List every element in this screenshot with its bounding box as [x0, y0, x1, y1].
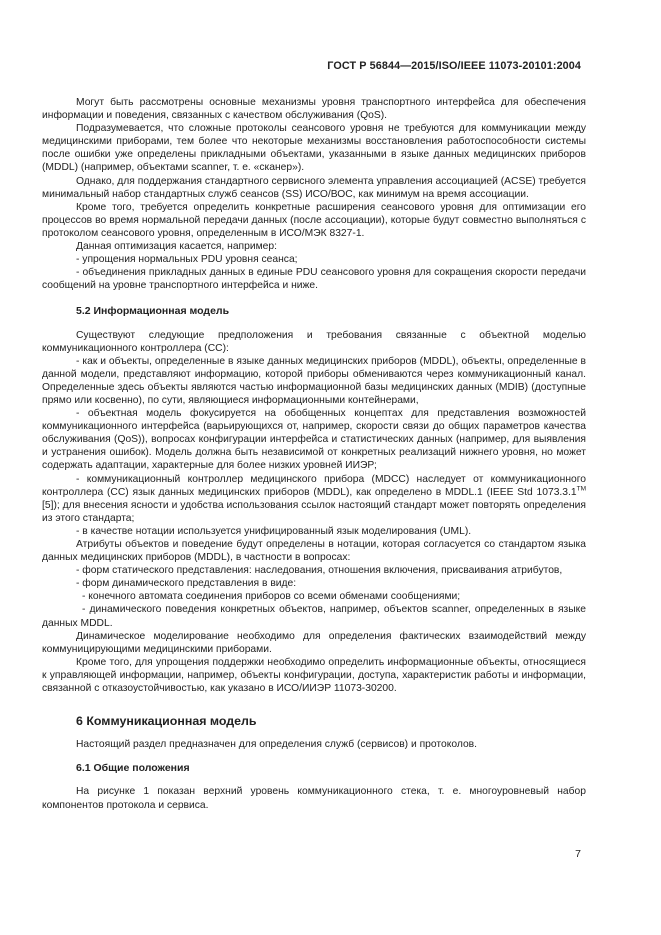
page-number: 7 — [575, 848, 581, 860]
list-item: - объектная модель фокусируется на обобщенных концептах для представления возможностей коммуникационного интерфейса (варьирующихся от, например, скорости связи до общих параметров качества обслуживания (QoS)), вопросах конфигурации интерфейса и статистических данных (например, для выявления и устранения ошибок). Модель должна быть независимой от конкретных реализаций нижнего уровня, но может содержать адаптации, характерные для более низких уровней ИИЭР; — [42, 408, 586, 472]
list-subitem: - конечного автомата соединения приборов со всеми обменами сообщениями; — [82, 591, 461, 603]
list-item: - форм динамического представления в виде: — [76, 578, 297, 590]
paragraph: Могут быть рассмотрены основные механизмы уровня транспортного интерфейса для обеспечения информации и поведения, связанных с качеством обслуживания (QoS). — [42, 97, 586, 122]
paragraph: Настоящий раздел предназначен для определения служб (сервисов) и протоколов. — [76, 739, 478, 751]
list-subitem: - динамического поведения конкретных объектов, например, объектов scanner, определенных в языке данных MDDL. — [42, 604, 586, 629]
list-item: - форм статического представления: наследования, отношения включения, присваивания атрибутов, — [76, 565, 563, 577]
section-heading-5-2: 5.2 Информационная модель — [76, 305, 230, 318]
page-body — [42, 96, 586, 812]
section-heading-6-1: 6.1 Общие положения — [76, 762, 190, 775]
text-fragment: [5]); для внесения ясности и удобства использования ссылок настоящий стандарт может повторять определения из этого стандарта; — [42, 499, 586, 524]
list-item: - упрощения нормальных PDU уровня сеанса; — [76, 254, 298, 266]
paragraph: Существуют следующие предположения и требования связанные с объектной моделью коммуникационного контроллера (CC): — [42, 329, 586, 354]
paragraph: На рисунке 1 показан верхний уровень коммуникационного стека, т. е. многоуровневый набор компонентов протокола и сервиса. — [42, 786, 586, 811]
paragraph: Данная оптимизация касается, например: — [76, 241, 277, 253]
section-heading-6: 6 Коммуникационная модель — [76, 714, 257, 729]
paragraph: Кроме того, для упрощения поддержки необходимо определить информационные объекты, относящиеся к управляющей информации, например, объекты конфигурации, доступа, характеристик работы и информации, связанной с отказоустойчивостью, как указано в ИСО/ИИЭР 11073-30200. — [42, 656, 586, 695]
paragraph: Атрибуты объектов и поведение будут определены в нотации, которая согласуется со стандартом языка данных медицинских приборов (MDDL), в частности в вопросах: — [42, 539, 586, 564]
text-fragment: - коммуникационный контроллер медицинского прибора (MDCC) наследует от коммуникационного контроллера (CC) язык данных медицинских приборов (MDDL), как определено в MDDL.1 (IEEE Std 1073.3.1 — [42, 473, 586, 498]
list-item: - объединения прикладных данных в единые PDU сеансового уровня для сокращения скорости передачи сообщений на уровне транспортного интерфейса и ниже. — [42, 267, 586, 292]
paragraph: Подразумевается, что сложные протоколы сеансового уровня не требуются для коммуникации между медицинскими приборами, тем более что некоторые механизмы восстановления работоспособности системы после ошибки уже определены прикладными объектами, указанными в языке данных медицинских приборов (MDDL) (например, объектами scanner, т. е. «сканер»). — [42, 123, 586, 174]
paragraph: Кроме того, требуется определить конкретные расширения сеансового уровня для оптимизации его процессов во время нормальной передачи данных (после ассоциации), которые будут совместно выполняться с протоколом сеансового уровня, определенным в ИСО/МЭК 8327-1. — [42, 201, 586, 239]
trademark-superscript: TM — [576, 485, 586, 493]
document-header: ГОСТ Р 56844—2015/ISO/IEEE 11073-20101:2004 — [327, 60, 581, 72]
list-item: - как и объекты, определенные в языке данных медицинских приборов (MDDL), объекты, определенные в данной модели, представляют информацию, которой приборы обмениваются через коммуникационный канал. Определенные здесь объекты являются частью информационной базы медицинских данных (MDIB) (доступные прямо или косвенно), по сути, являющиеся информационными контейнерами, — [42, 355, 586, 406]
paragraph: Динамическое моделирование необходимо для определения фактических взаимодействий между коммуницирующими медицинскими приборами. — [42, 630, 586, 655]
paragraph: Однако, для поддержания стандартного сервисного элемента управления ассоциацией (ACSE) требуется минимальный набор стандартных служб сеансов (SS) ИСО/ВОС, как минимум на время ассоциации. — [42, 175, 586, 200]
list-item — [42, 473, 586, 525]
list-item: - в качестве нотации используется унифицированный язык моделирования (UML). — [76, 525, 472, 537]
